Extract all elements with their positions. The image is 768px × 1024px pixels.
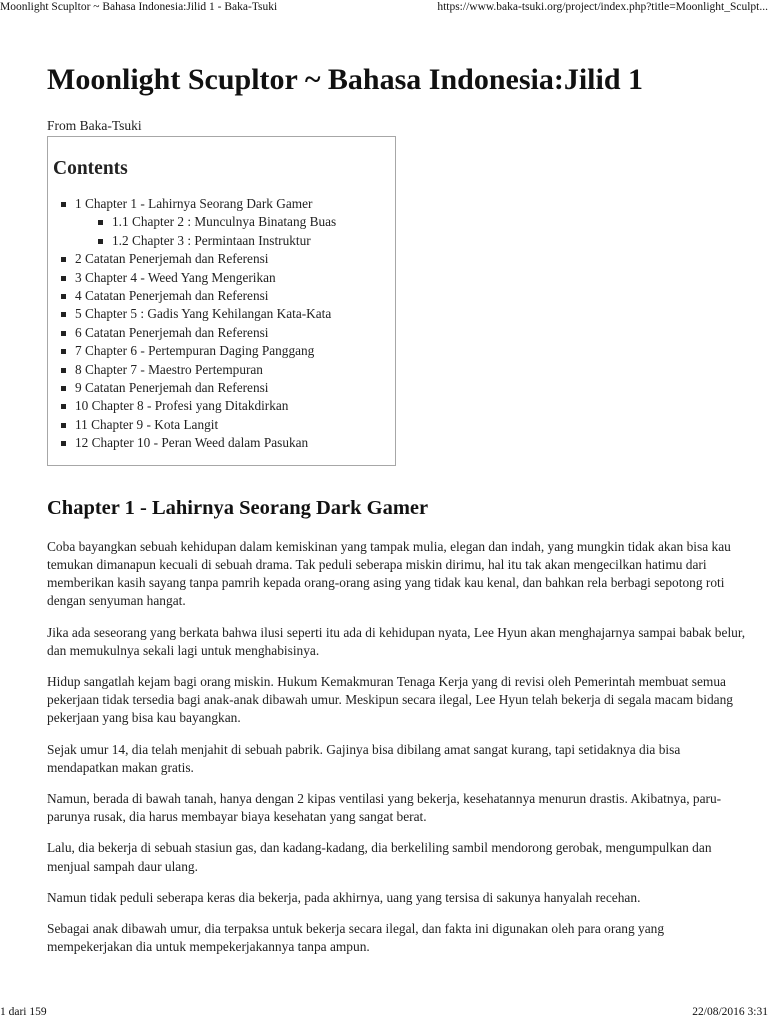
bullet-icon — [98, 220, 103, 225]
print-date: 22/08/2016 3:31 — [692, 1006, 768, 1018]
bullet-icon — [61, 312, 66, 317]
toc-item — [75, 361, 390, 379]
toc-item — [75, 379, 390, 397]
print-header-title: Moonlight Scupltor ~ Bahasa Indonesia:Jilid 1 - Baka-Tsuki — [0, 1, 278, 13]
toc-item — [75, 269, 390, 287]
bullet-icon — [61, 257, 66, 262]
toc-heading: Contents — [53, 158, 128, 179]
toc-link[interactable]: 3 Chapter 4 - Weed Yang Mengerikan — [75, 269, 276, 285]
toc-link[interactable]: 2 Catatan Penerjemah dan Referensi — [75, 251, 269, 267]
toc-item — [75, 342, 390, 360]
toc-item — [75, 195, 390, 250]
toc-item — [75, 305, 390, 323]
bullet-icon — [61, 423, 66, 428]
toc-item — [75, 324, 390, 342]
paragraph: Jika ada seseorang yang berkata bahwa ilusi seperti itu ada di kehidupan nyata, Lee Hyun akan menghajarnya sampai babak belur, dan memukulnya sekali lagi untuk menghabisinya. — [47, 624, 746, 658]
article-content — [47, 62, 747, 969]
bullet-icon — [61, 386, 66, 391]
bullet-icon — [61, 368, 66, 373]
toc-item — [75, 287, 390, 305]
toc-subitem — [112, 232, 390, 250]
page-title: Moonlight Scupltor ~ Bahasa Indonesia:Jilid 1 — [47, 63, 644, 96]
toc-link[interactable]: 9 Catatan Penerjemah dan Referensi — [75, 380, 269, 396]
bullet-icon — [61, 202, 66, 207]
toc-link[interactable]: 7 Chapter 6 - Pertempuran Daging Panggang — [75, 343, 315, 359]
toc-sublist — [75, 213, 390, 250]
paragraph: Namun tidak peduli seberapa keras dia bekerja, pada akhirnya, uang yang tersisa di sakunya hanyalah recehan. — [47, 889, 641, 905]
bullet-icon — [61, 331, 66, 336]
print-footer — [0, 1006, 768, 1022]
site-subtitle: From Baka-Tsuki — [47, 118, 142, 133]
paragraph: Sejak umur 14, dia telah menjahit di sebuah pabrik. Gajinya bisa dibilang amat sangat kurang, tapi setidaknya dia bisa mendapatkan makan gratis. — [47, 741, 681, 775]
toc-list — [53, 195, 390, 453]
chapter-heading: Chapter 1 - Lahirnya Seorang Dark Gamer — [47, 496, 429, 519]
toc-link[interactable]: 5 Chapter 5 : Gadis Yang Kehilangan Kata-Kata — [75, 306, 332, 322]
toc-item — [75, 416, 390, 434]
page-counter: 1 dari 159 — [0, 1006, 47, 1018]
paragraph: Hidup sangatlah kejam bagi orang miskin. Hukum Kemakmuran Tenaga Kerja yang di revisi oleh Pemerintah membuat semua pekerjaan tidak tersedia bagi anak-anak dibawah umur. Meskipun secara ilegal, Lee Hyun telah bekerja di segala macam bidang pekerjaan yang bisa kau bayangkan. — [47, 673, 733, 726]
toc-item — [75, 397, 390, 415]
print-header — [0, 1, 768, 17]
table-of-contents — [47, 136, 396, 466]
paragraph: Coba bayangkan sebuah kehidupan dalam kemiskinan yang tampak mulia, elegan dan indah, yang mungkin tidak akan bisa kau temukan dimanapun kecuali di sebuah drama. Tak peduli seberapa miskin dirimu, hal itu tak akan mengecilkan hatimu dari memberikan kasih sayang tanpa pamrih kepada orang-orang asing yang tidak kau kenal, dan bahkan rela berbagi sepotong roti dengan senyuman hangat. — [47, 538, 731, 609]
toc-link[interactable]: 8 Chapter 7 - Maestro Pertempuran — [75, 361, 263, 377]
toc-item — [75, 434, 390, 452]
bullet-icon — [61, 276, 66, 281]
print-header-url: https://www.baka-tsuki.org/project/index.php?title=Moonlight_Sculpt... — [437, 1, 768, 13]
toc-link[interactable]: 1 Chapter 1 - Lahirnya Seorang Dark Gamer — [75, 196, 313, 211]
bullet-icon — [61, 294, 66, 299]
bullet-icon — [61, 404, 66, 409]
toc-link[interactable]: 1.1 Chapter 2 : Munculnya Binatang Buas — [112, 214, 337, 230]
paragraph: Lalu, dia bekerja di sebuah stasiun gas, dan kadang-kadang, dia berkeliling sambil mendorong gerobak, mengumpulkan dan menjual sampah daur ulang. — [47, 840, 712, 874]
bullet-icon — [98, 239, 103, 244]
toc-subitem — [112, 213, 390, 231]
toc-link[interactable]: 12 Chapter 10 - Peran Weed dalam Pasukan — [75, 435, 309, 451]
bullet-icon — [61, 441, 66, 446]
toc-item — [75, 250, 390, 268]
toc-link[interactable]: 4 Catatan Penerjemah dan Referensi — [75, 288, 269, 304]
toc-link[interactable]: 6 Catatan Penerjemah dan Referensi — [75, 324, 269, 340]
toc-link[interactable]: 11 Chapter 9 - Kota Langit — [75, 416, 219, 432]
toc-link[interactable]: 10 Chapter 8 - Profesi yang Ditakdirkan — [75, 398, 289, 414]
toc-link[interactable]: 1.2 Chapter 3 : Permintaan Instruktur — [112, 232, 311, 248]
paragraph: Namun, berada di bawah tanah, hanya dengan 2 kipas ventilasi yang bekerja, kesehatannya menurun drastis. Akibatnya, paru-parunya rusak, dia harus membayar biaya kesehatan yang sangat berat. — [47, 790, 722, 825]
paragraph: Sebagai anak dibawah umur, dia terpaksa untuk bekerja secara ilegal, dan fakta ini digunakan oleh para orang yang mempekerjakan dia untuk mempekerjakannya tanpa ampun. — [47, 920, 665, 955]
bullet-icon — [61, 349, 66, 354]
